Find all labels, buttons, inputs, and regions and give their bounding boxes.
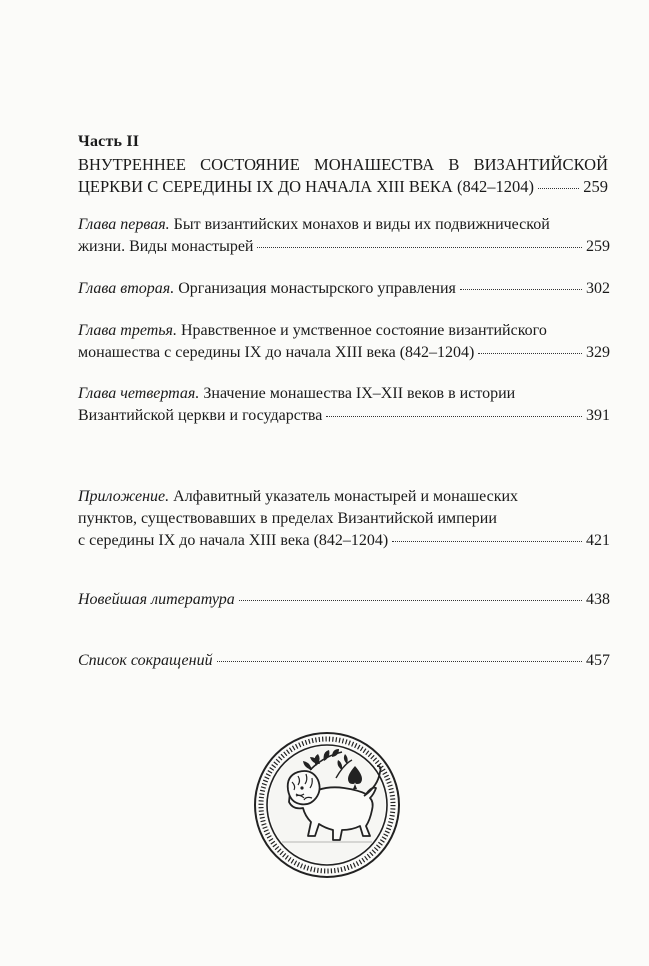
appendix-line1 xyxy=(78,486,610,508)
chapter-1-title: Быт византийских монахов и виды их подвижнической xyxy=(173,216,550,233)
part-title-row2 xyxy=(78,176,608,198)
chapter-3-label: Глава третья. xyxy=(78,322,177,339)
chapter-3-line1 xyxy=(78,320,610,342)
appendix-line2: пунктов, существовавших в пределах Византийской империи xyxy=(78,510,497,527)
toc-entry-literature xyxy=(78,589,610,611)
toc-entry-chapter-2 xyxy=(78,278,610,300)
chapter-4-title: Значение монашества IX–XII веков в истории xyxy=(203,385,516,402)
abbreviations-label: Список сокращений xyxy=(78,652,213,669)
literature-page-number: 438 xyxy=(586,591,610,608)
chapter-1-row2 xyxy=(78,236,610,258)
chapter-1-line1 xyxy=(78,214,610,236)
part-title xyxy=(78,154,608,198)
part-label: Часть II xyxy=(78,133,140,150)
chapter-1-label: Глава первая. xyxy=(78,216,170,233)
abbreviations-row xyxy=(78,650,610,672)
appendix-page-number: 421 xyxy=(586,532,610,549)
chapter-2-label: Глава вторая. xyxy=(78,280,175,297)
leader-dots xyxy=(257,246,582,248)
part-title-line1: ВНУТРЕННЕЕ СОСТОЯНИЕ МОНАШЕСТВА В ВИЗАНТИЙСКОЙ xyxy=(78,155,608,174)
leader-dots xyxy=(326,415,582,417)
leader-dots xyxy=(460,288,582,290)
chapter-1-page-number: 259 xyxy=(586,238,610,255)
appendix-line3: с середины IX до начала XIII века (842–1204) xyxy=(78,532,389,549)
chapter-1-line2: жизни. Виды монастырей xyxy=(78,238,254,255)
abbreviations-page-number: 457 xyxy=(586,652,610,669)
chapter-4-line2: Византийской церкви и государства xyxy=(78,407,323,424)
chapter-3-row2 xyxy=(78,342,610,364)
chapter-2-title: Организация монастырского управления xyxy=(178,280,456,297)
leader-dots xyxy=(217,660,582,662)
chapter-4-label: Глава четвертая. xyxy=(78,385,200,402)
chapter-3-line2: монашества с середины IX до начала XIII века (842–1204) xyxy=(78,344,475,361)
toc-entry-chapter-3 xyxy=(78,320,610,364)
appendix-label: Приложение. xyxy=(78,488,170,505)
leader-dots xyxy=(392,540,582,542)
toc-entry-chapter-4 xyxy=(78,383,610,427)
chapter-3-page-number: 329 xyxy=(586,344,610,361)
chapter-4-line1 xyxy=(78,383,610,405)
toc-entry-chapter-1 xyxy=(78,214,610,258)
part-page-number: 259 xyxy=(583,177,608,196)
chapter-2-page-number: 302 xyxy=(586,280,610,297)
chapter-2-row xyxy=(78,278,610,300)
leader-dots xyxy=(538,187,579,189)
chapter-4-page-number: 391 xyxy=(586,407,610,424)
leader-dots xyxy=(239,599,582,601)
lion-seal-icon xyxy=(252,730,402,880)
literature-row xyxy=(78,589,610,611)
part-title-line2: ЦЕРКВИ С СЕРЕДИНЫ IX ДО НАЧАЛА XIII ВЕКА (842–1204) xyxy=(78,177,534,196)
toc-entry-abbreviations xyxy=(78,650,610,672)
appendix-row3 xyxy=(78,530,610,552)
appendix-title: Алфавитный указатель монастырей и монашеских xyxy=(173,488,519,505)
chapter-3-title: Нравственное и умственное состояние византийского xyxy=(180,322,547,339)
leader-dots xyxy=(478,352,582,354)
toc-entry-appendix xyxy=(78,486,610,552)
chapter-4-row2 xyxy=(78,405,610,427)
literature-label: Новейшая литература xyxy=(78,591,235,608)
chapter-2-line1 xyxy=(78,278,456,300)
